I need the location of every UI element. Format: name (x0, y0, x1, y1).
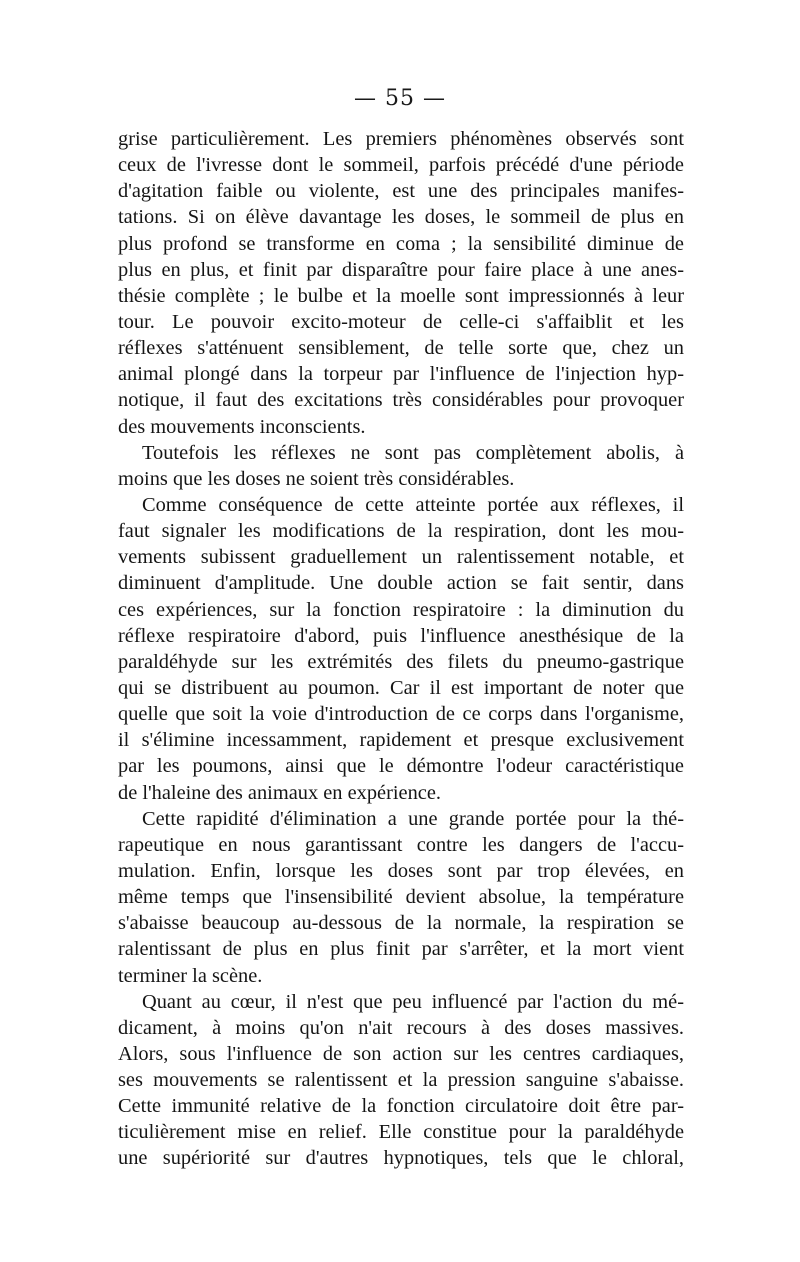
text-line: d'agitation faible ou violente, est une des principales manifes- (118, 180, 684, 203)
text-line: tations. Si on élève davantage les doses, le sommeil de plus en (118, 206, 684, 229)
paragraph-start-line: Comme conséquence de cette atteinte portée aux réflexes, il (142, 493, 684, 516)
body-text (118, 126, 684, 1172)
text-line: mulation. Enfin, lorsque les doses sont par trop élevées, en (118, 859, 684, 882)
text-line: vements subissent graduellement un ralentissement notable, et (118, 546, 684, 569)
text-line: paraldéhyde sur les extrémités des filets du pneumo-gastrique (118, 650, 684, 673)
paragraph-start-line: Toutefois les réflexes ne sont pas complètement abolis, à (142, 441, 684, 464)
text-line: animal plongé dans la torpeur par l'influence de l'injection hyp- (118, 363, 684, 386)
page-number: — 55 — (354, 86, 446, 111)
text-line: ses mouvements se ralentissent et la pression sanguine s'abaisse. (118, 1069, 684, 1092)
text-line: Alors, sous l'influence de son action sur les centres cardiaques, (118, 1042, 684, 1065)
paragraph-end-line: terminer la scène. (118, 964, 263, 987)
text-line: ticulièrement mise en relief. Elle constitue pour la paraldéhyde (118, 1121, 684, 1144)
paragraph-end-line: de l'haleine des animaux en expérience. (118, 781, 441, 804)
text-line: par les poumons, ainsi que le démontre l'odeur caractéristique (118, 755, 684, 778)
text-line: tour. Le pouvoir excito-moteur de celle-ci s'affaiblit et les (118, 310, 684, 333)
text-line: rapeutique en nous garantissant contre les dangers de l'accu- (118, 833, 684, 856)
text-line: ces expériences, sur la fonction respiratoire : la diminution du (118, 598, 684, 621)
paragraph-end-line: moins que les doses ne soient très considérables. (118, 467, 515, 490)
text-line: plus profond se transforme en coma ; la sensibilité diminue de (118, 232, 684, 255)
text-line: une supériorité sur d'autres hypnotiques, tels que le chloral, (118, 1147, 684, 1170)
text-line: thésie complète ; le bulbe et la moelle sont impressionnés à leur (118, 284, 684, 307)
text-line: ceux de l'ivresse dont le sommeil, parfois précédé d'une période (118, 154, 684, 177)
text-line: notique, il faut des excitations très considérables pour provoquer (118, 389, 684, 412)
text-line: s'abaisse beaucoup au-dessous de la normale, la respiration se (118, 912, 684, 935)
text-line: grise particulièrement. Les premiers phénomènes observés sont (118, 128, 684, 150)
text-line: il s'élimine incessamment, rapidement et presque exclusivement (118, 729, 684, 752)
text-line: dicament, à moins qu'on n'ait recours à des doses massives. (118, 1016, 684, 1039)
text-line: Cette immunité relative de la fonction circulatoire doit être par- (118, 1095, 684, 1118)
text-line: qui se distribuent au poumon. Car il est important de noter que (118, 676, 684, 699)
paragraph-start-line: Quant au cœur, il n'est que peu influencé par l'action du mé- (142, 990, 684, 1013)
text-line: même temps que l'insensibilité devient absolue, la température (118, 886, 684, 909)
text-line: diminuent d'amplitude. Une double action se fait sentir, dans (118, 572, 684, 595)
text-line: réflexes s'atténuent sensiblement, de telle sorte que, chez un (118, 337, 684, 360)
text-line: faut signaler les modifications de la respiration, dont les mou- (118, 520, 684, 543)
text-line: ralentissant de plus en plus finit par s'arrêter, et la mort vient (118, 938, 684, 961)
paragraph-end-line: des mouvements inconscients. (118, 415, 366, 438)
text-line: quelle que soit la voie d'introduction de ce corps dans l'organisme, (118, 703, 684, 726)
text-line: réflexe respiratoire d'abord, puis l'influence anesthésique de la (118, 624, 684, 647)
text-line: plus en plus, et finit par disparaître pour faire place à une anes- (118, 258, 684, 281)
paragraph-start-line: Cette rapidité d'élimination a une grande portée pour la thé- (142, 807, 684, 830)
